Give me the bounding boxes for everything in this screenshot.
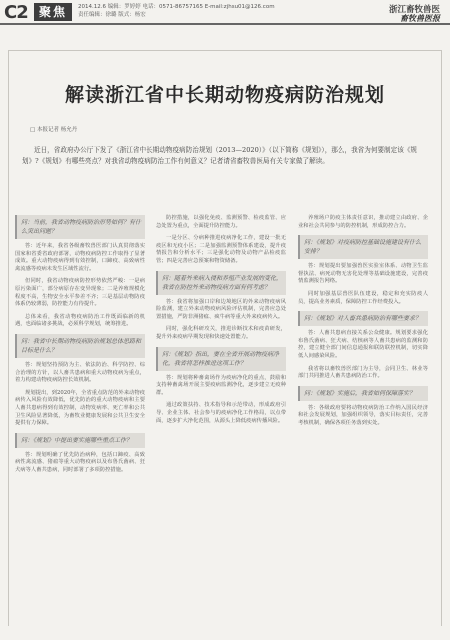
question-box: 问：《规划》实施后，我省如何保障落实？ <box>298 386 428 401</box>
answer-paragraph: 答：规划提出要加强兽医实验室体系、动物卫生监督执法、病死动物无害化处理等基础设施建设，完善疫情监测报告网络。 <box>298 263 428 285</box>
answer-paragraph: 防控措施，以强化免疫、监测预警、检疫监管、应急处置为重点，全面提升防控能力。 <box>156 215 286 229</box>
masthead-info-line: 2014.12.6 编辑：罗婷婷 电话：0571-86757165 E-mail:zjhsu01@126.com <box>78 4 275 10</box>
masthead-editor-line: 责任编辑：徐璐 版式：杨宏 <box>78 12 146 18</box>
article-column-1 <box>15 215 145 479</box>
masthead-rule <box>0 23 450 25</box>
answer-paragraph: 但同时，我省动物疫病防控形势依然严峻：一是病原污染面广，部分病原存在变异现象；二是养殖规模化程度不高，生物安全水平参差不齐；三是基层动物防疫体系仍较薄弱，防控能力有待提升。 <box>15 278 145 308</box>
article-headline: 解读浙江省中长期动物疫病防治规划 <box>64 84 385 106</box>
article-column-2 <box>156 215 286 430</box>
question-box: 问：《规划》指出，要在全省开展动物疫病净化，我省将怎样推进这项工作？ <box>156 347 286 371</box>
question-box: 问：《规划》对疫病防控基础设施建设有什么安排？ <box>298 235 428 259</box>
question-box: 问：《规划》中提出要实施哪些重点工作？ <box>15 433 145 448</box>
question-box: 问：随着外来病入侵和养殖产业发展的变化，我省在防控外来动物疫病方面有何考虑？ <box>156 271 286 295</box>
answer-paragraph: 答：规划坚持预防为主、依法防治、科学防控、综合治理的方针，以人畜共患病和重大动物疫病为重点，着力构建动物疫病防控长效机制。 <box>15 361 145 384</box>
page-bottom-edge <box>0 626 450 640</box>
answer-paragraph: 我省将以畜牧兽医部门为主导，会同卫生、林业等部门共同推进人畜共患病防治工作。 <box>298 365 428 380</box>
publication-subtitle: 浙江畜牧兽医 <box>388 5 440 15</box>
answer-paragraph: 养殖场户防疫主体责任意识，推动建立由政府、企业和社会共同参与的防控机制，形成防控合力。 <box>298 215 428 229</box>
answer-paragraph: 同时，强化科研攻关，推进诊断技术和疫苗研发，提升外来疫病早期发现和快速处置能力。 <box>156 326 286 340</box>
byline-text: □ 本报记者 杨允丹 <box>30 127 78 133</box>
answer-paragraph: 答：规划将种畜禽场作为疫病净化的重点，鼓励和支持种畜禽场开展主要疫病监测净化，逐步建立无疫种群。 <box>156 374 286 396</box>
question-box: 问：我省中长期动物疫病防治规划总体思路和目标是什么？ <box>15 334 145 358</box>
answer-paragraph: 答：各级政府要将动物疫病防治工作纳入国民经济和社会发展规划，加强组织领导，落实目标责任，完善考核机制，确保各项任务落到实处。 <box>298 404 428 426</box>
question-box: 问：《规划》对人畜共患病防治有哪些要求？ <box>298 311 428 326</box>
section-label: 聚焦 <box>34 3 72 21</box>
answer-paragraph: 通过政策扶持、技术指导和示范带动，形成政府引导、企业主体、社会参与的疫病净化工作格局，以点带面，逐步扩大净化范围，从源头上降低疫病传播风险。 <box>156 402 286 424</box>
answer-paragraph: 一是分区、分病种推进疫病净化工作，建设一批无疫区和无疫小区；二是加强监测预警体系建设，提升疫情报告和分析水平；三是强化动物及动物产品检疫监管；四是完善应急预案和物资储备。 <box>156 235 286 264</box>
page-number: C2 <box>4 2 28 23</box>
answer-paragraph: 答：规划明确了优先防治病种，包括口蹄疫、高致病性禽流感、猪瘟等重大动物疫病以及布鲁氏菌病、狂犬病等人畜共患病，同时部署了多项防控措施。 <box>15 451 145 473</box>
page-masthead <box>0 0 450 24</box>
answer-paragraph: 总体来看，我省动物疫病防治工作既面临新的机遇，也面临诸多挑战，必须科学规划，统筹推进。 <box>15 313 145 328</box>
answer-paragraph: 答：我省将加强口岸和边境地区的外来动物疫病风险监测，建立外来动物疫病风险评估机制，完善应急处置措施，严防非洲猪瘟、疯牛病等重大外来疫病传入。 <box>156 298 286 320</box>
article-lead: 近日，省政府办公厅下发了《浙江省中长期动物疫病防治规划（2013—2020）》（以下简称《规划》），那么，我省为何要制定该《规划》?《规划》有哪些亮点？对我省动物疫病防治工作有何意义？记者请省畜牧兽医局有关专家做了解读。 <box>22 145 418 165</box>
answer-paragraph: 答：近年来，我省各级畜牧兽医部门认真贯彻落实国家和省委省政府部署，动物疫病防控工作取得了显著成效。重大动物疫病得到有效控制，口蹄疫、高致病性禽流感等疫病未发生区域性流行。 <box>15 243 145 272</box>
answer-paragraph: 同时加强基层兽医队伍建设，稳定和充实防疫人员，提高业务素质，保障防控工作经费投入。 <box>298 290 428 305</box>
article-byline <box>30 125 77 133</box>
question-box: 问：当前，我省动物疫病防治形势如何？有什么突出问题？ <box>15 215 145 239</box>
publication-name: 畜牧兽医报 <box>400 13 440 23</box>
answer-paragraph: 答：人畜共患病直接关系公众健康。规划要求强化布鲁氏菌病、狂犬病、结核病等人畜共患病的监测和防控，建立健全部门间信息通报和联防联控机制，切实降低人间感染风险。 <box>298 330 428 359</box>
article-column-3 <box>298 215 428 433</box>
answer-paragraph: 规划提出，到2020年，全省重点防范的外来动物疫病传入风险有效降低，优先防治的重大动物疫病和主要人畜共患病得到有效控制，动物发病率、死亡率和公共卫生风险显著降低，为畜牧业健康发展和公共卫生安全提供有力保障。 <box>15 389 145 427</box>
